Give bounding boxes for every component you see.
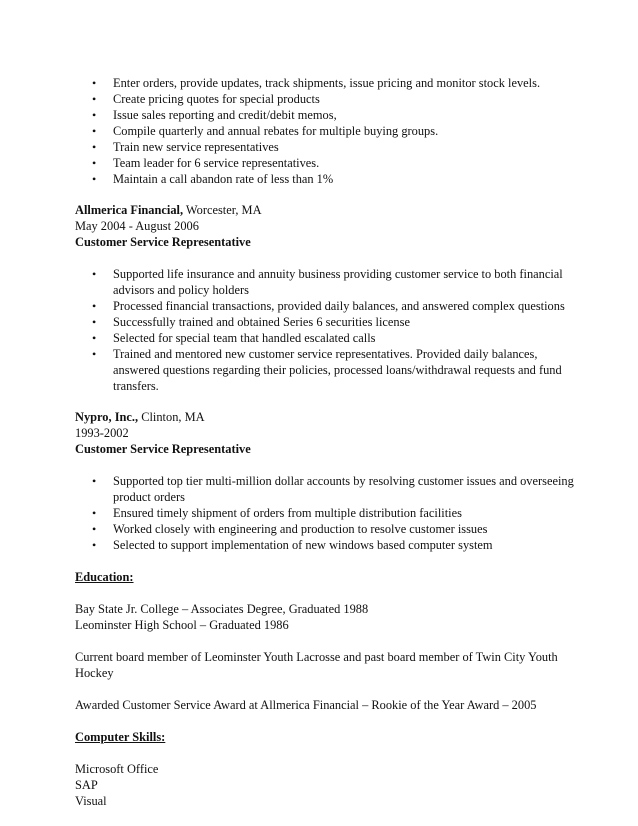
list-item: • Successfully trained and obtained Series 6 securities license <box>92 315 410 329</box>
bullet-icon: • <box>92 140 97 154</box>
bullet-icon: • <box>92 347 97 361</box>
bullet-icon: • <box>92 331 97 345</box>
list-item: • Selected to support implementation of new windows based computer system <box>92 538 493 552</box>
job2-bullet-list <box>75 473 575 553</box>
top-bullet-list <box>75 75 575 187</box>
list-item: • Trained and mentored new customer service representatives. Provided daily balances, answered questions regarding their policies, processed loans/withdrawal requests and fund transfers. <box>92 347 562 393</box>
bullet-icon: • <box>92 108 97 122</box>
skill-item: Microsoft Office <box>75 762 159 776</box>
list-item: • Compile quarterly and annual rebates for multiple buying groups. <box>92 124 439 138</box>
bullet-icon: • <box>92 299 97 313</box>
bullet-icon: • <box>92 315 97 329</box>
bullet-icon: • <box>92 156 97 170</box>
list-item: • Processed financial transactions, provided daily balances, and answered complex questions <box>92 299 565 313</box>
list-item: • Create pricing quotes for special products <box>92 92 320 106</box>
job-dates: May 2004 - August 2006 <box>75 219 199 233</box>
bullet-icon: • <box>92 474 97 488</box>
bullet-icon: • <box>92 538 97 552</box>
skill-item: Visual <box>75 794 107 808</box>
skill-item: SAP <box>75 778 98 792</box>
list-item: • Supported life insurance and annuity business providing customer service to both financial advisors and policy holders <box>92 267 563 297</box>
job1-bullet-list <box>75 266 575 394</box>
bullet-icon: • <box>92 522 97 536</box>
list-item: • Worked closely with engineering and production to resolve customer issues <box>92 522 488 536</box>
list-item: • Ensured timely shipment of orders from multiple distribution facilities <box>92 506 462 520</box>
list-item: • Maintain a call abandon rate of less than 1% <box>92 172 334 186</box>
list-item: • Train new service representatives <box>92 140 279 154</box>
job-title: Customer Service Representative <box>75 235 251 249</box>
education-heading: Education: <box>75 570 134 584</box>
list-item: • Issue sales reporting and credit/debit memos, <box>92 108 337 122</box>
award-text: Awarded Customer Service Award at Allmerica Financial – Rookie of the Year Award – 2005 <box>75 698 537 712</box>
company-name: Nypro, Inc., <box>75 410 139 424</box>
job-header <box>75 409 575 425</box>
list-item: • Enter orders, provide updates, track shipments, issue pricing and monitor stock levels. <box>92 76 541 90</box>
company-name: Allmerica Financial, <box>75 203 184 217</box>
job-header <box>75 202 575 218</box>
list-item: • Team leader for 6 service representatives. <box>92 156 320 170</box>
bullet-icon: • <box>92 267 97 281</box>
list-item: • Supported top tier multi-million dollar accounts by resolving customer issues and overseeing product orders <box>92 474 574 504</box>
resume-content <box>75 75 575 809</box>
bullet-icon: • <box>92 76 97 90</box>
job-nypro <box>75 409 575 457</box>
job-allmerica <box>75 202 575 250</box>
job-title: Customer Service Representative <box>75 442 251 456</box>
computer-skills-heading: Computer Skills: <box>75 730 166 744</box>
company-location: Worcester, MA <box>183 203 262 217</box>
list-item: • Selected for special team that handled escalated calls <box>92 331 376 345</box>
education-line: Leominster High School – Graduated 1986 <box>75 618 289 632</box>
job-dates: 1993-2002 <box>75 426 129 440</box>
education-line: Bay State Jr. College – Associates Degree, Graduated 1988 <box>75 602 369 616</box>
bullet-icon: • <box>92 506 97 520</box>
company-location: Clinton, MA <box>138 410 205 424</box>
board-membership-text: Current board member of Leominster Youth Lacrosse and past board member of Twin City Youth Hockey <box>75 650 558 680</box>
bullet-icon: • <box>92 172 97 186</box>
bullet-icon: • <box>92 124 97 138</box>
bullet-icon: • <box>92 92 97 106</box>
